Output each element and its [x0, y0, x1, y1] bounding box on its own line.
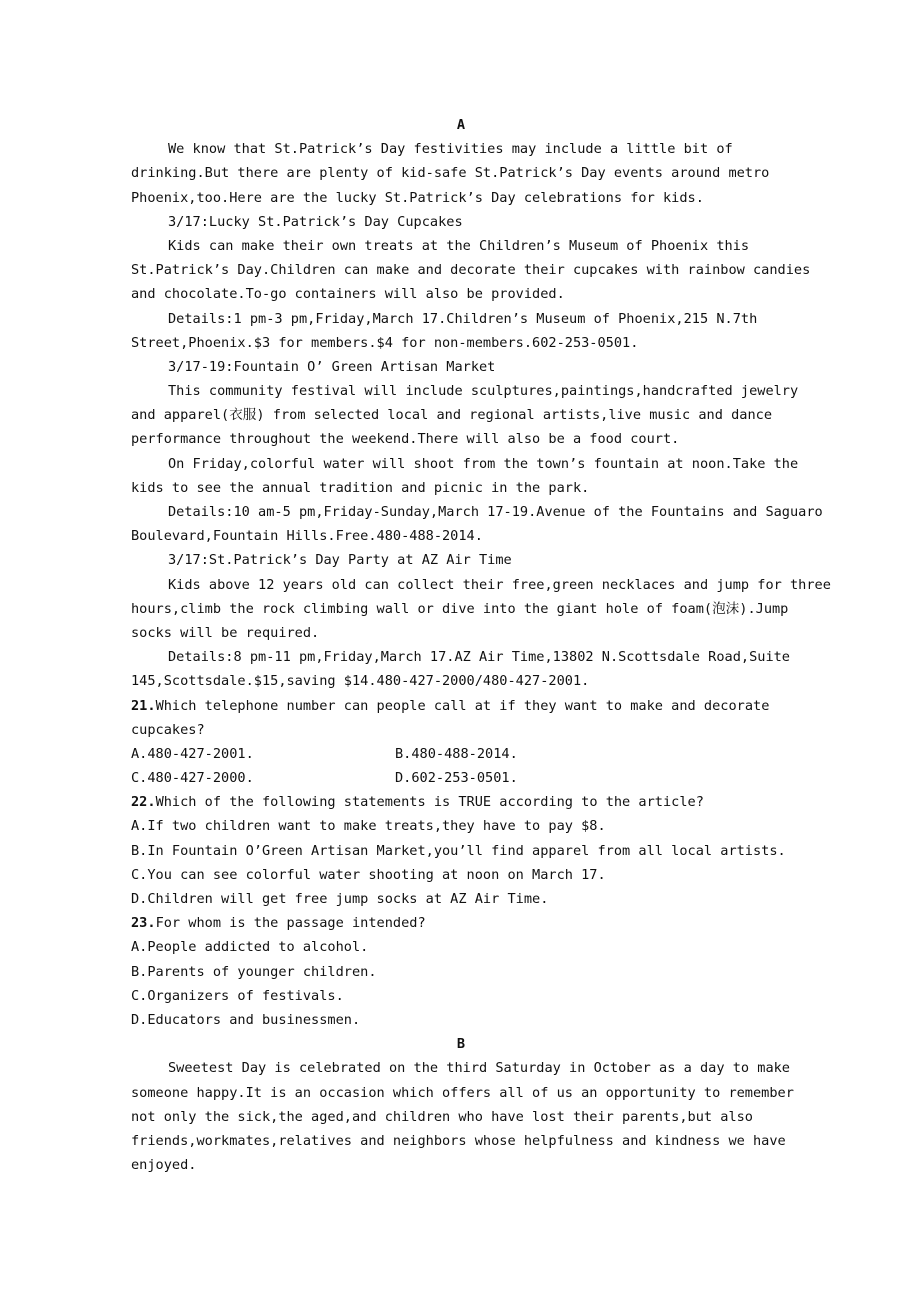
- text-line: On Friday,colorful water will shoot from the town’s fountain at noon.Take the: [168, 455, 799, 472]
- question-22: [131, 790, 791, 911]
- option-d: D.Educators and businessmen.: [131, 1011, 361, 1028]
- text-line: Details:10 am-5 pm,Friday-Sunday,March 17-19.Avenue of the Fountains and Saguaro: [168, 504, 823, 520]
- intro-paragraph: [131, 137, 791, 210]
- text-line: Kids can make their own treats at the Children’s Museum of Phoenix this: [168, 237, 750, 254]
- text-line: and chocolate.To-go containers will also be provided.: [131, 286, 565, 303]
- text-line: hours,climb the rock climbing wall or dive into the giant hole of foam(泡沫).Jump: [131, 600, 789, 617]
- option-d: D.Children will get free jump socks at AZ Air Time.: [131, 891, 549, 907]
- question-text: Which of the following statements is TRUE according to the article?: [155, 794, 704, 811]
- text-line: Sweetest Day is celebrated on the third Saturday in October as a day to make: [168, 1060, 790, 1077]
- text-line: drinking.But there are plenty of kid-safe St.Patrick’s Day events around metro: [131, 165, 770, 182]
- option-row: [131, 766, 791, 790]
- event-description: [131, 452, 799, 500]
- event-details: [131, 645, 791, 693]
- text-line: Kids above 12 years old can collect their free,green necklaces and jump for three: [168, 576, 831, 593]
- text-line: This community festival will include sculptures,paintings,handcrafted jewelry: [168, 383, 799, 400]
- option-b: B.Parents of younger children.: [131, 963, 377, 980]
- event-title: 3/17:Lucky St.Patrick’s Day Cupcakes: [168, 213, 463, 230]
- event-title: 3/17:St.Patrick’s Day Party at AZ Air Time: [168, 552, 512, 569]
- text-line: St.Patrick’s Day.Children can make and decorate their cupcakes with rainbow candies: [131, 262, 811, 279]
- text-line: Street,Phoenix.$3 for members.$4 for non-members.602-253-0501.: [131, 334, 639, 351]
- option-row: [131, 742, 791, 766]
- passage-b-paragraph: [131, 1056, 794, 1177]
- option-c: C.480-427-2000.: [131, 770, 254, 787]
- question-number: 22.: [131, 794, 156, 811]
- text-line: Boulevard,Fountain Hills.Free.480-488-2014.: [131, 528, 483, 545]
- option-a: A.480-427-2001.: [131, 745, 254, 762]
- text-line: enjoyed.: [131, 1157, 197, 1174]
- text-line: 145,Scottsdale.$15,saving $14.480-427-2000/480-427-2001.: [131, 673, 590, 690]
- text-line: Details:8 pm-11 pm,Friday,March 17.AZ Air Time,13802 N.Scottsdale Road,Suite: [168, 649, 790, 666]
- event-description: [131, 573, 831, 646]
- event-description: [131, 234, 811, 307]
- text-line: We know that St.Patrick’s Day festivities may include a little bit of: [168, 141, 733, 158]
- text-line: and apparel(衣服) from selected local and regional artists,live music and dance: [131, 407, 772, 424]
- option-c: C.Organizers of festivals.: [131, 987, 344, 1004]
- text-line: Details:1 pm-3 pm,Friday,March 17.Children’s Museum of Phoenix,215 N.7th: [168, 310, 758, 327]
- event-details: [131, 307, 791, 355]
- option-a: A.People addicted to alcohol.: [131, 939, 369, 956]
- question-number: 23.: [131, 915, 156, 932]
- question-text: For whom is the passage intended?: [155, 915, 426, 932]
- section-b-heading: B: [456, 1036, 466, 1053]
- text-line: performance throughout the weekend.There will also be a food court.: [131, 431, 680, 448]
- event-description: [131, 379, 799, 452]
- question-stem: [131, 694, 791, 718]
- option-c: C.You can see colorful water shooting at noon on March 17.: [131, 866, 606, 883]
- question-text-continued: cupcakes?: [131, 721, 205, 738]
- text-line: someone happy.It is an occasion which offers all of us an opportunity to remember: [131, 1084, 794, 1101]
- option-b: B.In Fountain O’Green Artisan Market,you’ll find apparel from all local artists.: [131, 842, 786, 859]
- question-21: [131, 694, 791, 791]
- question-stem: [131, 911, 791, 935]
- option-d: D.602-253-0501.: [395, 770, 518, 787]
- text-line: socks will be required.: [131, 624, 320, 641]
- text-line: Phoenix,too.Here are the lucky St.Patrick’s Day celebrations for kids.: [131, 189, 704, 206]
- option-b: B.480-488-2014.: [395, 745, 518, 762]
- option-a: A.If two children want to make treats,they have to pay $8.: [131, 818, 606, 835]
- question-stem: [131, 790, 791, 814]
- event-title: 3/17-19:Fountain O’ Green Artisan Market: [168, 358, 496, 375]
- question-23: [131, 911, 791, 1032]
- text-line: not only the sick,the aged,and children who have lost their parents,but also: [131, 1108, 753, 1125]
- text-line: friends,workmates,relatives and neighbors whose helpfulness and kindness we have: [131, 1132, 786, 1149]
- question-number: 21.: [131, 697, 156, 714]
- event-details: [131, 500, 823, 548]
- text-line: kids to see the annual tradition and picnic in the park.: [131, 479, 590, 496]
- question-text: Which telephone number can people call at if they want to make and decorate: [155, 697, 770, 714]
- document-content: [131, 113, 831, 1177]
- section-a-heading: A: [456, 117, 466, 133]
